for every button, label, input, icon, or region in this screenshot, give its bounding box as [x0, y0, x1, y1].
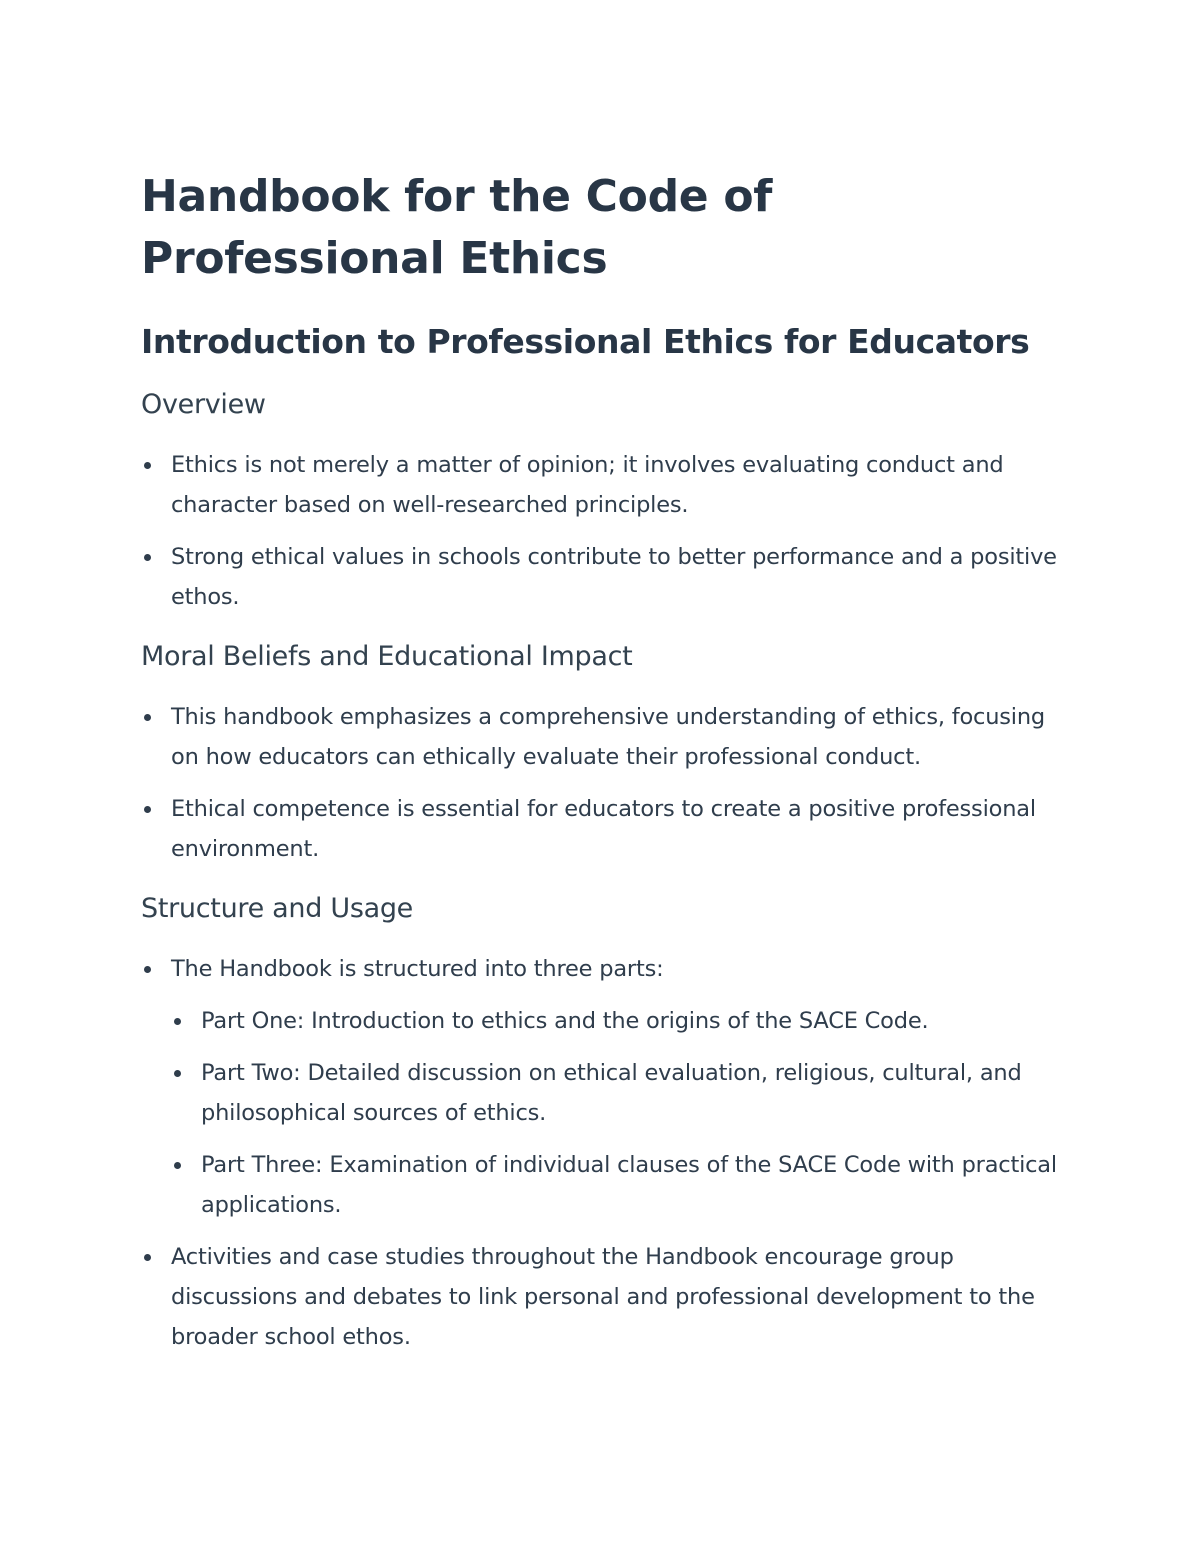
bullet-icon — [174, 1070, 181, 1077]
list-item-text: Ethical competence is essential for educators to create a positive professional environment. — [171, 796, 1036, 862]
nested-list-item-text: Part Two: Detailed discussion on ethical evaluation, religious, cultural, and philosophical sources of ethics. — [201, 1060, 1022, 1126]
list-item-text: Activities and case studies throughout the Handbook encourage group discussions and debates to link personal and professional development to the broader school ethos. — [171, 1244, 1035, 1350]
bullet-icon — [144, 1254, 151, 1261]
bullet-list-moral-beliefs — [141, 697, 1060, 869]
nested-bullet-list-parts — [171, 1001, 1060, 1225]
bullet-icon — [144, 806, 151, 813]
list-item — [141, 445, 1060, 525]
list-item — [141, 537, 1060, 617]
subsection-heading-overview: Overview — [141, 389, 266, 420]
section-heading: Introduction to Professional Ethics for Educators — [141, 322, 1030, 361]
bullet-icon — [144, 966, 151, 973]
bullet-list-overview — [141, 445, 1060, 617]
subsection-heading-structure-usage: Structure and Usage — [141, 893, 413, 924]
bullet-icon — [174, 1162, 181, 1169]
subsection-heading-moral-beliefs: Moral Beliefs and Educational Impact — [141, 641, 633, 672]
list-item-text: This handbook emphasizes a comprehensive understanding of ethics, focusing on how educators can ethically evaluate their professional conduct. — [171, 704, 1045, 770]
document-title: Handbook for the Code of Professional Ethics — [141, 171, 773, 284]
list-item — [141, 1237, 1060, 1357]
nested-list-item — [171, 1053, 1060, 1133]
bullet-icon — [144, 462, 151, 469]
list-item — [141, 697, 1060, 777]
list-item — [141, 949, 1060, 1225]
bullet-list-structure-usage — [141, 949, 1060, 1357]
nested-list-item — [171, 1001, 1060, 1041]
bullet-icon — [174, 1018, 181, 1025]
list-item-text: Ethics is not merely a matter of opinion; it involves evaluating conduct and character based on well-researched principles. — [171, 452, 1004, 518]
list-item-text: The Handbook is structured into three parts: — [171, 956, 664, 982]
nested-list-item — [171, 1145, 1060, 1225]
nested-list-item-text: Part One: Introduction to ethics and the origins of the SACE Code. — [201, 1008, 929, 1034]
list-item — [141, 789, 1060, 869]
list-item-text: Strong ethical values in schools contribute to better performance and a positive ethos. — [171, 544, 1057, 610]
bullet-icon — [144, 714, 151, 721]
bullet-icon — [144, 554, 151, 561]
nested-list-item-text: Part Three: Examination of individual clauses of the SACE Code with practical applications. — [201, 1152, 1057, 1218]
